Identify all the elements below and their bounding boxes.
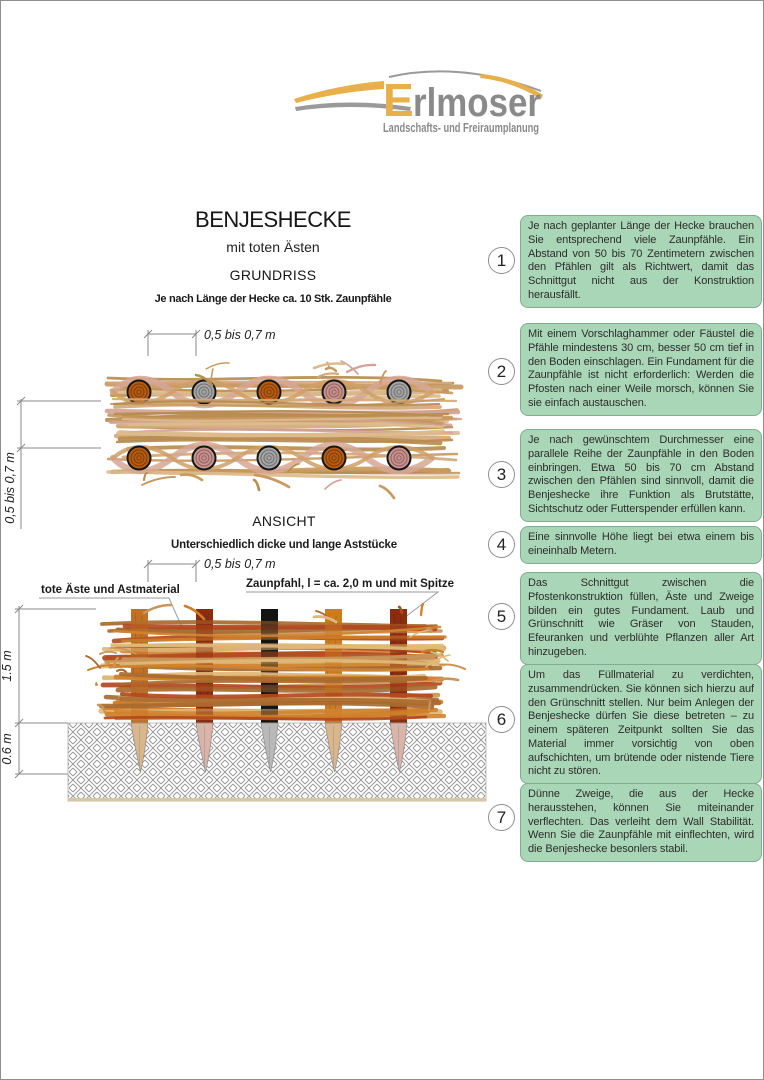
- step-number-text: 1: [496, 250, 507, 270]
- step-text-box-4: Eine sinnvolle Höhe liegt bei etwa einem bis eineinhalb Metern.: [520, 526, 762, 564]
- step-number-7: [488, 804, 515, 831]
- step-number-text: 2: [496, 361, 507, 381]
- step-number-text: 6: [496, 709, 507, 729]
- elevation-dim-height-label: 1.5 m: [0, 650, 14, 682]
- step-number-6: [488, 706, 515, 733]
- elevation-dim-horizontal-label: 0,5 bis 0,7 m: [204, 557, 276, 571]
- step-number-2: [488, 358, 515, 385]
- ansicht-drawing: [1, 556, 501, 816]
- brand-initial: E: [383, 74, 414, 126]
- step-number-5: [488, 603, 515, 630]
- step-number-text: 4: [496, 534, 507, 554]
- ansicht-heading: ANSICHT: [252, 513, 316, 529]
- step-number-4: [488, 531, 515, 558]
- ground-bottom-strip: [68, 798, 486, 801]
- elevation-dimension-top: [144, 560, 200, 582]
- brand-subtitle: Landschafts- und Freiraumplanung: [383, 121, 539, 135]
- plan-dim-vertical-label: 0,5 bis 0,7 m: [3, 452, 17, 524]
- step-text-box-6: Um das Füllmaterial zu verdichten, zusammendrücken. Sie können sich hierzu auf den Grünschnitt stellen. Nur beim Anlegen der Benjeshecke dürfen Sie diese betreten – zu einem späteren Zeitpunkt sollten Sie das Material immer vorsichtig von oben aufschichten, um brütende oder nistende Tiere nicht zu stören.: [520, 664, 762, 784]
- title-block: [58, 207, 488, 255]
- step-text-box-2: Mit einem Vorschlaghammer oder Fäustel die Pfähle mindestens 30 cm, besser 50 cm tief in den Boden einschlagen. Ein Fundament für die Zaunpfähle ist nicht erforderlich: Werden die Pfosten nach einer Weile morsch, können Sie sie einfach austauschen.: [520, 323, 762, 416]
- step-text-box-1: Je nach geplanter Länge der Hecke brauchen Sie entsprechend viele Zaunpfähle. Ein Abstand von 50 bis 70 Zentimetern zwischen den Pfählen gilt als Richtwert, damit das Schnittgut nicht aus der Konstruktion herausfällt.: [520, 215, 762, 308]
- step-text-box-7: Dünne Zweige, die aus der Hecke herausstehen, können Sie miteinander verflechten. Das verleiht dem Wall Stabilität. Wenn Sie die Zaunpfähle mit einflechten, wird die Benjeshecke besonlers stabil.: [520, 783, 762, 862]
- page-title: BENJESHECKE: [195, 207, 351, 232]
- step-number-text: 7: [496, 807, 507, 827]
- step-number-1: [488, 247, 515, 274]
- ansicht-caption: Unterschiedlich dicke und lange Aststücke: [171, 539, 397, 551]
- brand-rest: rlmoser: [413, 81, 541, 125]
- step-text-box-5: Das Schnittgut zwischen die Pfostenkonstruktion füllen, Äste und Zweige bilden ein gutes Fundament. Laub und Grünschnitt wie Gräser von Stauden, Efeuranken und verblühte Pflanzen aller Art hinzugeben.: [520, 572, 762, 665]
- grundriss-caption: Je nach Länge der Hecke ca. 10 Stk. Zaunpfähle: [154, 293, 392, 305]
- step-number-3: [488, 461, 515, 488]
- elevation-dim-depth-label: 0.6 m: [0, 733, 14, 765]
- step-number-text: 5: [496, 606, 507, 626]
- plan-dim-horizontal-label: 0,5 bis 0,7 m: [204, 328, 276, 342]
- grundriss-heading: GRUNDRISS: [229, 267, 317, 283]
- page-subtitle: mit toten Ästen: [226, 239, 320, 255]
- step-text-box-3: Je nach gewünschtem Durchmesser eine parallele Reihe der Zaunpfähle in den Boden einbringen. Etwa 50 bis 70 cm Abstand zwischen den Pfählen sind sinnvoll, damit die Benjeshecke ihre Funktion als Brutstätte, Sichtschutz oder Futterspender erfüllen kann.: [520, 429, 762, 522]
- label-fence-post: Zaunpfahl, l = ca. 2,0 m und mit Spitze: [246, 578, 454, 590]
- company-logo: [289, 59, 549, 144]
- logo-swoosh-gold-left: [294, 81, 384, 103]
- label-dead-branches: tote Äste und Astmaterial: [41, 584, 180, 596]
- step-number-text: 3: [496, 464, 507, 484]
